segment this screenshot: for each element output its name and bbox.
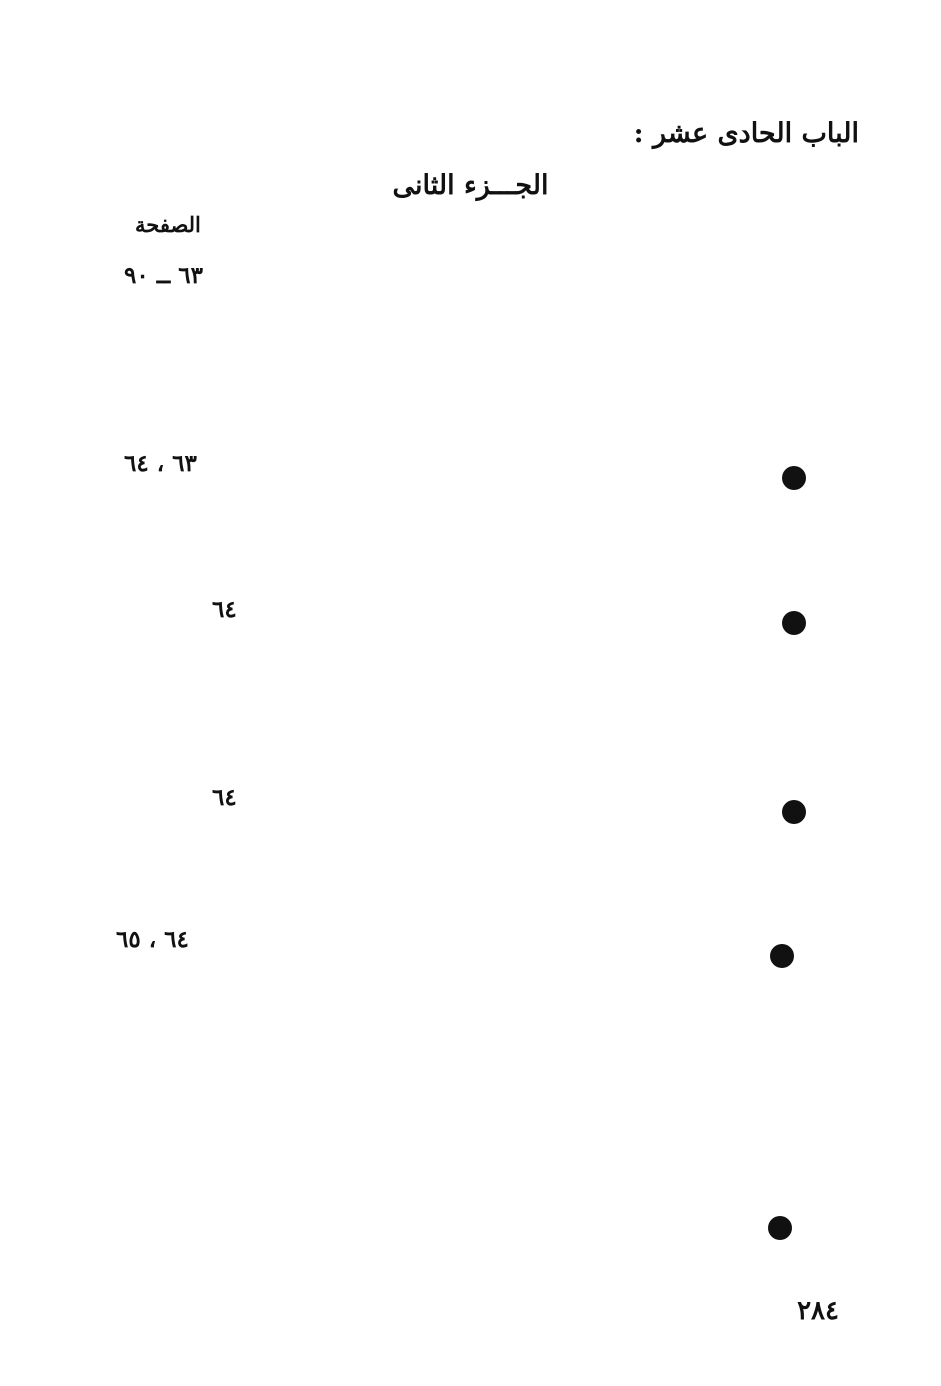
page-number: ٢٨٤ — [797, 1296, 839, 1326]
bullet-icon — [770, 944, 794, 968]
entry-4-page-ref: ٦٤ — [212, 784, 237, 811]
bullet-icon — [782, 611, 806, 635]
entry-5-page-ref: ٦٤ ، ٦٥ — [116, 926, 189, 953]
bullet-icon — [782, 800, 806, 824]
bullet-icon — [768, 1216, 792, 1240]
chapter-heading: الباب الحادى عشر : — [633, 118, 859, 149]
bullet-icon — [782, 466, 806, 490]
part-heading: الجـــزء الثانى — [392, 170, 549, 201]
page-column-label: الصفحة — [135, 212, 201, 237]
entry-1-page-ref: ٦٣ ــ ٩٠ — [124, 262, 203, 289]
entry-2-page-ref: ٦٣ ، ٦٤ — [124, 450, 197, 477]
entry-3-page-ref: ٦٤ — [212, 596, 237, 623]
